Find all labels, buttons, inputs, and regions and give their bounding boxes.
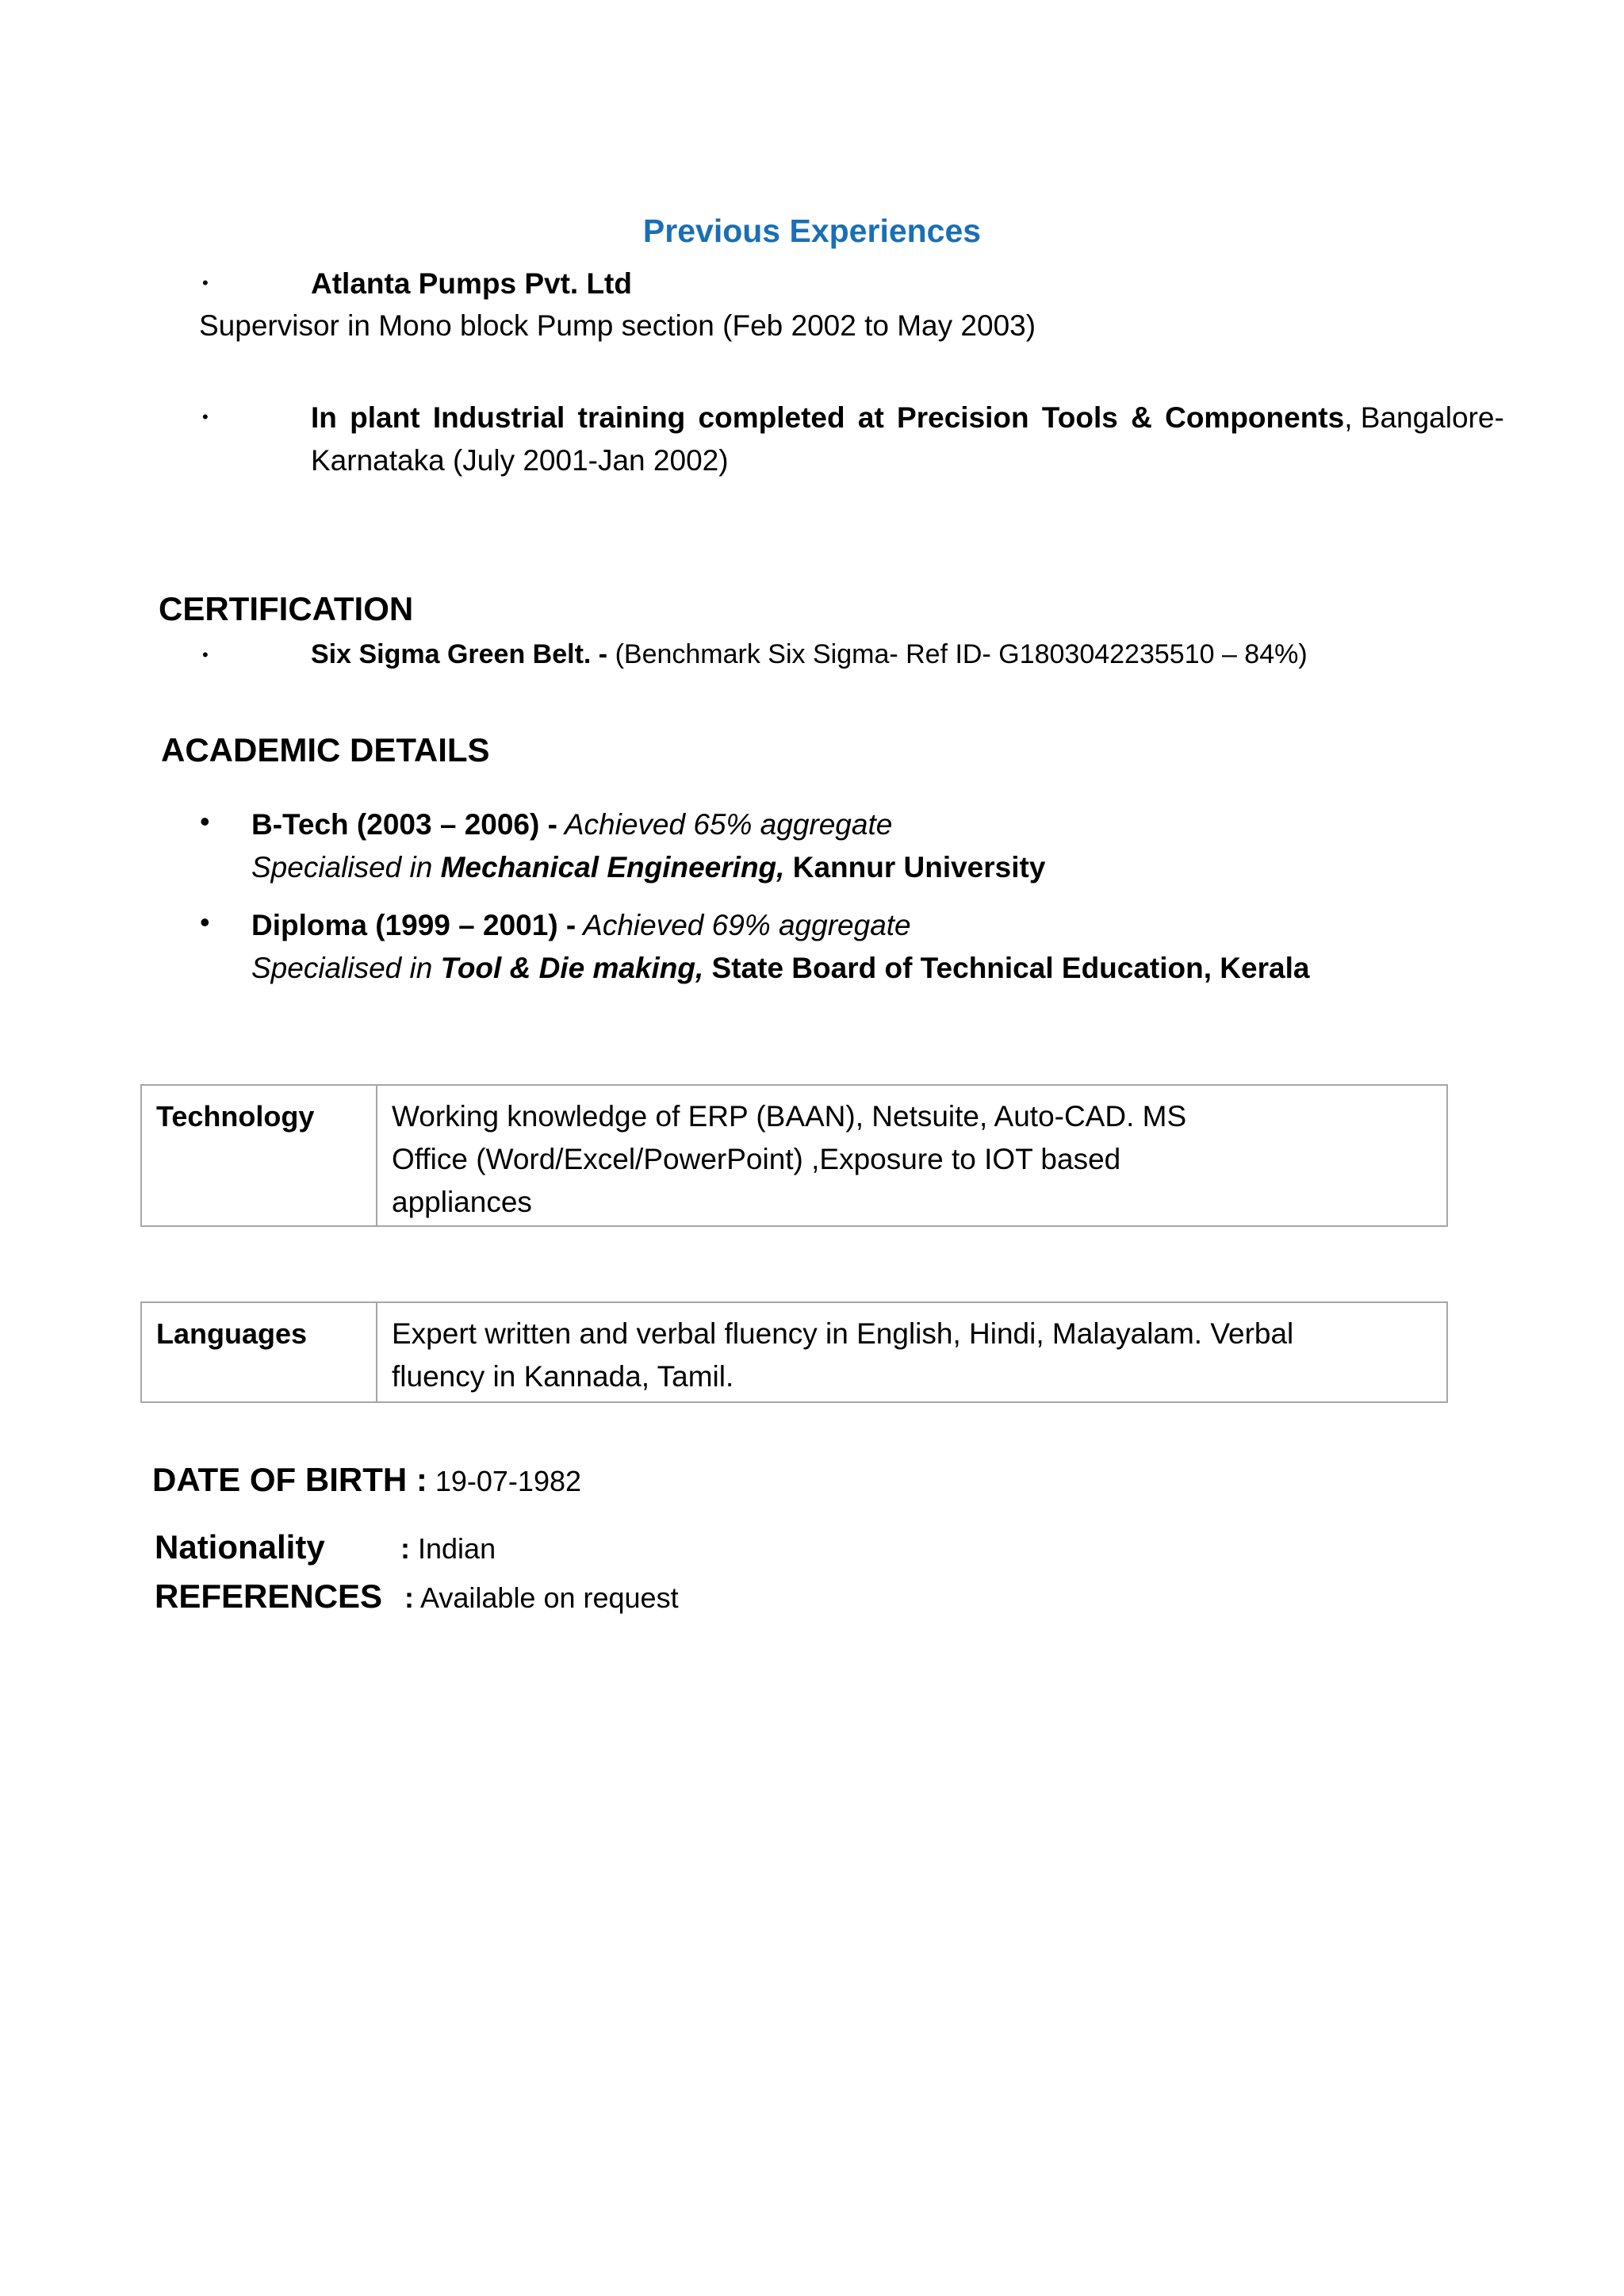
- references-colon: :: [404, 1581, 414, 1614]
- bullet-icon: •: [202, 645, 209, 665]
- certification-detail: (Benchmark Six Sigma- Ref ID- G1803042235510 – 84%): [607, 639, 1308, 669]
- academic-item-diploma: [251, 904, 1309, 990]
- dob-value: 19-07-1982: [427, 1465, 582, 1497]
- bullet-icon: •: [200, 805, 210, 838]
- section-title-previous-experiences: Previous Experiences: [642, 213, 982, 249]
- degree-title: Diploma (1999 – 2001) -: [251, 909, 576, 941]
- table-label-languages: Languages: [142, 1303, 377, 1401]
- nationality-label: Nationality: [155, 1528, 325, 1566]
- certification-item: [311, 634, 1308, 674]
- nationality-row: [155, 1525, 496, 1577]
- training-entry: [311, 397, 1504, 482]
- certification-name: Six Sigma Green Belt. -: [311, 639, 608, 669]
- degree-title: B-Tech (2003 – 2006) -: [251, 808, 557, 841]
- institution: Kannur University: [784, 851, 1046, 884]
- academic-item-btech: [251, 803, 1045, 889]
- degree-achievement: Achieved 69% aggregate: [576, 909, 911, 941]
- training-dates: Karnataka (July 2001-Jan 2002): [311, 444, 729, 477]
- references-label: REFERENCES: [155, 1577, 383, 1615]
- company-name: Atlanta Pumps Pvt. Ltd: [311, 267, 632, 300]
- table-value-line: fluency in Kannada, Tamil.: [392, 1360, 734, 1393]
- table-label-technology: Technology: [142, 1086, 377, 1225]
- job-role: Supervisor in Mono block Pump section (Feb 2002 to May 2003): [199, 309, 1036, 342]
- table-value-languages: [377, 1303, 1446, 1401]
- references-row: [155, 1574, 679, 1627]
- nationality-value: Indian: [410, 1532, 496, 1565]
- technology-table: [140, 1084, 1448, 1227]
- heading-certification: CERTIFICATION: [159, 590, 414, 627]
- heading-academic-details: ACADEMIC DETAILS: [161, 731, 490, 769]
- table-value-technology: [377, 1086, 1446, 1225]
- specialised-prefix: Specialised in: [251, 851, 441, 884]
- languages-table: [140, 1301, 1448, 1403]
- specialisation: Mechanical Engineering,: [440, 851, 785, 884]
- degree-achievement: Achieved 65% aggregate: [557, 808, 893, 841]
- table-value-line: Working knowledge of ERP (BAAN), Netsuite, Auto-CAD. MS: [392, 1100, 1187, 1133]
- table-value-line: Office (Word/Excel/PowerPoint) ,Exposure to IOT based: [392, 1143, 1121, 1175]
- bullet-icon: •: [202, 273, 209, 293]
- institution: State Board of Technical Education, Kerala: [703, 952, 1310, 984]
- bullet-icon: •: [200, 906, 210, 938]
- dob-label: DATE OF BIRTH :: [152, 1461, 427, 1498]
- training-location: , Bangalore-: [1344, 401, 1504, 434]
- table-value-line: Expert written and verbal fluency in English, Hindi, Malayalam. Verbal: [392, 1317, 1294, 1350]
- nationality-colon: :: [400, 1532, 410, 1565]
- references-value: Available on request: [414, 1581, 679, 1614]
- table-value-line: appliances: [392, 1186, 532, 1218]
- specialised-prefix: Specialised in: [251, 952, 441, 984]
- bullet-icon: •: [202, 407, 209, 427]
- training-title: In plant Industrial training completed at Precision Tools & Components: [311, 401, 1345, 434]
- date-of-birth-row: [152, 1458, 581, 1510]
- specialisation: Tool & Die making,: [440, 952, 704, 984]
